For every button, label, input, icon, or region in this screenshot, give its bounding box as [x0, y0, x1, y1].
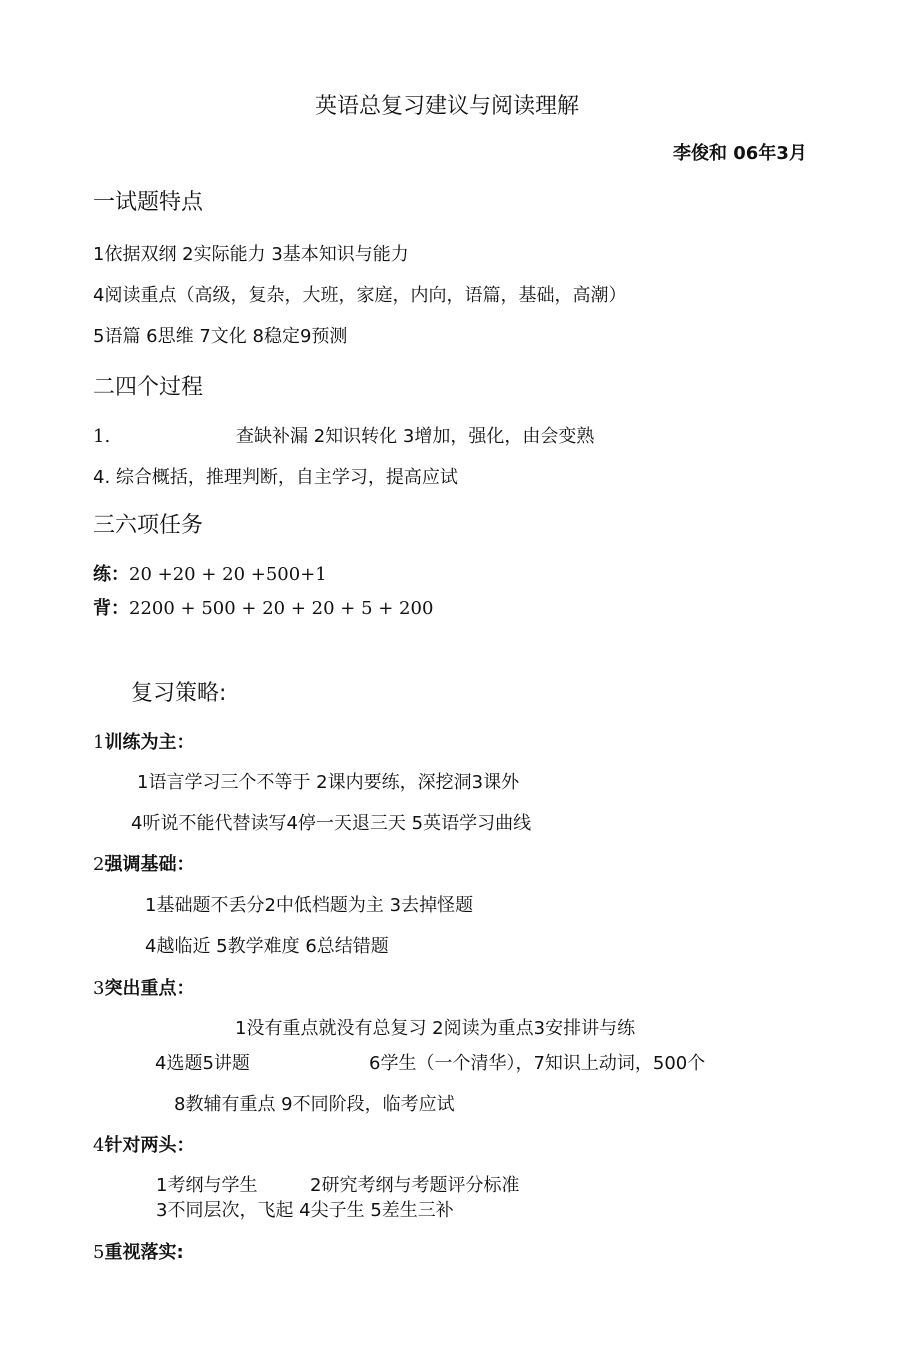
practice-label: 练：: [93, 564, 129, 585]
strategy-item-2-line-1: 1基础题不丢分2中低档题为主 3去掉怪题: [145, 895, 474, 916]
process-line-2: 4. 综合概括，推理判断，自主学习，提高应试: [93, 467, 458, 488]
memorize-value: 2200 + 500 + 20 + 20 + 5 + 200: [129, 598, 434, 619]
strategy-item-4-label: 针对两头：: [104, 1135, 195, 1156]
exam-features-line-2: 4阅读重点（高级，复杂，大班，家庭，内向，语篇，基础，高潮）: [93, 285, 627, 306]
exam-features-line-3: 5语篇 6思维 7文化 8稳定9预测: [93, 326, 348, 347]
strategy-item-3-line-3: 8教辅有重点 9不同阶段，临考应试: [174, 1094, 455, 1115]
strategy-item-2-line-2: 4越临近 5教学难度 6总结错题: [145, 936, 389, 957]
strategy-item-3-header: [93, 980, 194, 998]
strategy-item-2-number: 2: [93, 854, 105, 875]
strategy-item-3-line-2a: 4选题5讲题: [155, 1053, 250, 1074]
practice-value: 20 +20 + 20 +500+1: [129, 564, 327, 585]
section-heading-six-tasks: 三六项任务: [93, 513, 204, 538]
process-line-1-number: 1.: [93, 426, 111, 447]
strategy-item-2-label: 强调基础：: [104, 854, 195, 875]
exam-features-line-1: 1依据双纲 2实际能力 3基本知识与能力: [93, 244, 409, 265]
strategy-item-3-number: 3: [93, 978, 105, 999]
strategy-heading: 复习策略:: [131, 681, 227, 706]
strategy-item-1-line-1: 1语言学习三个不等于 2课内要练，深挖洞3课外: [137, 772, 520, 793]
strategy-item-3-label: 突出重点：: [104, 978, 195, 999]
process-line-1: 查缺补漏 2知识转化 3增加，强化，由会变熟: [236, 426, 595, 447]
strategy-item-4-header: [93, 1137, 194, 1155]
author-date: 李俊和 06年3月: [673, 143, 807, 164]
memorize-row: [93, 600, 433, 618]
strategy-item-5-label: 重视落实:: [104, 1242, 184, 1263]
practice-row: [93, 566, 327, 584]
strategy-item-4-line-1b: 2研究考纲与考题评分标准: [310, 1175, 520, 1196]
strategy-item-1-number: 1: [93, 732, 105, 753]
strategy-item-1-line-2: 4听说不能代替读写4停一天退三天 5英语学习曲线: [131, 813, 532, 834]
strategy-item-4-number: 4: [93, 1135, 105, 1156]
strategy-item-1-header: [93, 734, 194, 752]
strategy-item-5-header: [93, 1244, 184, 1262]
strategy-item-5-number: 5: [93, 1242, 105, 1263]
strategy-item-4-line-1a: 1考纲与学生: [156, 1175, 258, 1196]
strategy-item-3-line-1: 1没有重点就没有总复习 2阅读为重点3安排讲与练: [235, 1018, 636, 1039]
strategy-item-1-label: 训练为主：: [104, 732, 195, 753]
strategy-item-4-line-2: 3不同层次，飞起 4尖子生 5差生三补: [156, 1200, 454, 1221]
document-title: 英语总复习建议与阅读理解: [315, 94, 580, 119]
section-heading-four-processes: 二四个过程: [93, 375, 204, 400]
memorize-label: 背：: [93, 598, 129, 619]
strategy-item-3-line-2b: 6学生（一个清华），7知识上动词，500个: [369, 1053, 706, 1074]
strategy-item-2-header: [93, 856, 194, 874]
section-heading-exam-features: 一试题特点: [93, 190, 204, 215]
